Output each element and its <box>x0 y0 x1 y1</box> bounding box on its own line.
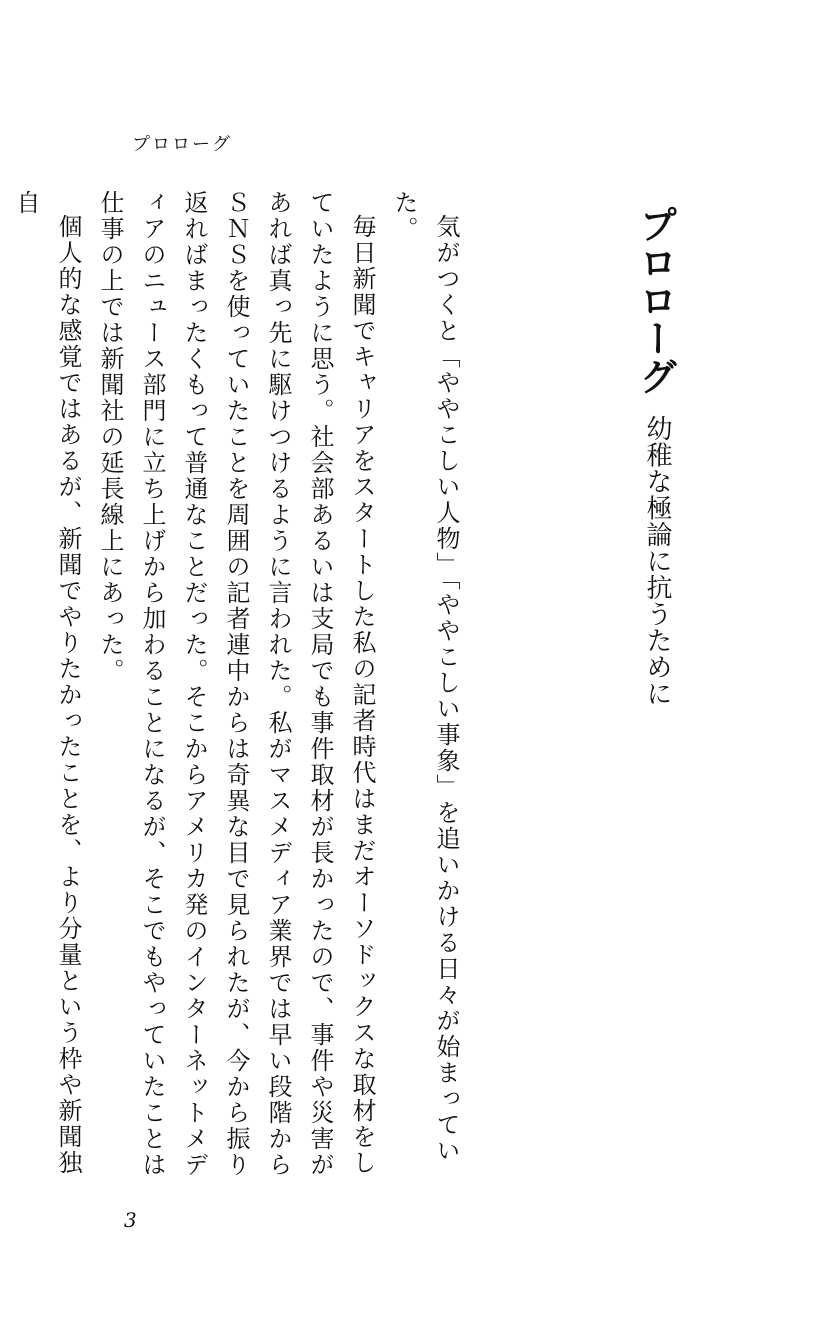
chapter-subtitle: 幼稚な極論に抗うために <box>642 415 672 707</box>
body-paragraph: 個人的な感覚ではあるが、新聞でやりたかったことを、より分量という枠や新聞独自 <box>12 190 82 1176</box>
body-text <box>5 190 467 1200</box>
running-head: プロローグ <box>132 134 232 155</box>
page-number: 3 <box>124 1208 137 1232</box>
chapter-title: プロローグ <box>633 205 677 395</box>
body-paragraph: 毎日新聞でキャリアをスタートした私の記者時代はまだオーソドックスな取材をしていたように思う。社会部あるいは支局でも事件取材が長かったので、事件や災害があれば真っ先に駆けつけるように言われた。私がマスメディア業界では早い段階からＳＮＳを使っていたことを周囲の記者連中からは奇異な目で見られたが、今から振り返ればまったくもって普通なことだった。そこからアメリカ発のインターネットメディアのニュース部門に立ち上げから加わることになるが、そこでもやっていたことは仕事の上では新聞社の延長線上にあった。 <box>96 190 376 1178</box>
body-paragraph: 気がつくと「ややこしい人物」「ややこしい事象」を追いかける日々が始まっていた。 <box>390 190 460 1164</box>
